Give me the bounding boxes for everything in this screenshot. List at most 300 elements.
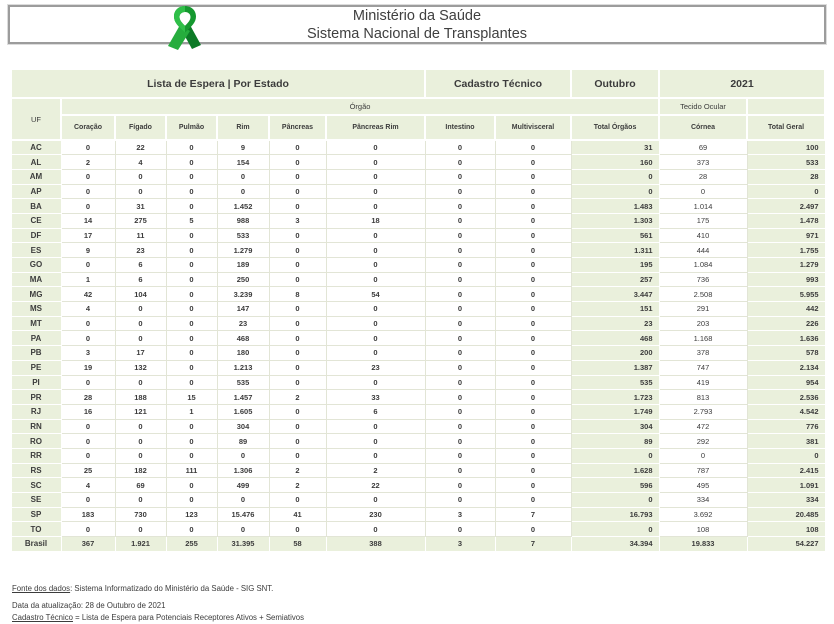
cell-pancreas: 0 [269,375,326,390]
cell-multivisceral: 0 [495,140,571,155]
cell-figado: 31 [115,199,166,214]
cell-multivisceral: 7 [495,507,571,522]
cell-total-orgaos: 257 [571,272,659,287]
cell-total-orgaos: 596 [571,478,659,493]
cell-figado: 11 [115,228,166,243]
uf-cell: TO [11,522,61,537]
cell-cornea: 69 [659,140,747,155]
cell-total-orgaos: 195 [571,258,659,273]
cell-total-geral: 0 [747,448,825,463]
cell-pancreas: 2 [269,478,326,493]
cell-total-orgaos: 200 [571,346,659,361]
cell-intestino: 0 [425,199,495,214]
cell-pancreas-rim: 0 [326,434,425,449]
cell-cornea: 813 [659,390,747,405]
cell-intestino: 0 [425,404,495,419]
uf-cell: MG [11,287,61,302]
cell-intestino: 0 [425,287,495,302]
cell-pancreas: 0 [269,302,326,317]
cell-cornea: 747 [659,360,747,375]
cell-pulmao: 0 [166,419,217,434]
cell-pulmao: 0 [166,140,217,155]
cell-cornea: 378 [659,346,747,361]
cell-cornea: 108 [659,522,747,537]
cell-intestino: 0 [425,331,495,346]
cell-total-geral: 578 [747,346,825,361]
uf-cell: MT [11,316,61,331]
cell-pulmao: 0 [166,346,217,361]
cell-total-geral: 1.091 [747,478,825,493]
cell-pulmao: 5 [166,213,217,228]
cell-figado: 0 [115,434,166,449]
cell-multivisceral: 0 [495,228,571,243]
footnote-fonte [12,584,612,594]
cell-rim: 468 [217,331,269,346]
cell-coracao: 19 [61,360,115,375]
footnote-cadastro-text: = Lista de Espera para Potenciais Receptores Ativos + Semiativos [72,613,304,622]
footnote-fonte-text: : Sistema Informatizado do Ministério da Saúde - SIG SNT. [70,584,274,593]
cell-pancreas-rim: 0 [326,199,425,214]
cell-rim: 89 [217,434,269,449]
table-row [11,390,825,405]
cell-pancreas-rim: 388 [326,537,425,552]
cell-rim: 0 [217,184,269,199]
transplant-ribbon-icon [157,5,213,51]
cell-intestino: 0 [425,184,495,199]
cell-rim: 0 [217,493,269,508]
uf-cell: RJ [11,404,61,419]
cell-pancreas: 0 [269,448,326,463]
col-header-total-orgaos: Total Órgãos [571,115,659,140]
cell-pancreas-rim: 0 [326,331,425,346]
uf-cell: SP [11,507,61,522]
group-header-lista: Lista de Espera | Por Estado [11,69,425,98]
cell-figado: 0 [115,316,166,331]
cell-multivisceral: 7 [495,537,571,552]
cell-pulmao: 0 [166,155,217,170]
cell-pancreas-rim: 0 [326,316,425,331]
cell-rim: 9 [217,140,269,155]
footnote-cadastro-label: Cadastro Técnico [12,613,73,622]
table-row [11,213,825,228]
cell-intestino: 0 [425,434,495,449]
cell-pancreas: 0 [269,199,326,214]
cell-figado: 275 [115,213,166,228]
uf-cell: PB [11,346,61,361]
cell-pancreas-rim: 0 [326,243,425,258]
cell-pancreas-rim: 2 [326,463,425,478]
cell-coracao: 28 [61,390,115,405]
col-header-cornea: Córnea [659,115,747,140]
uf-cell: CE [11,213,61,228]
cell-pancreas: 2 [269,390,326,405]
cell-pancreas-rim: 0 [326,155,425,170]
cell-rim: 189 [217,258,269,273]
cell-pulmao: 111 [166,463,217,478]
cell-multivisceral: 0 [495,478,571,493]
cell-coracao: 14 [61,213,115,228]
group-header-row [11,69,825,98]
table-row [11,478,825,493]
cell-pancreas-rim: 33 [326,390,425,405]
table-row [11,360,825,375]
cell-total-orgaos: 151 [571,302,659,317]
cell-coracao: 0 [61,434,115,449]
cell-pancreas: 41 [269,507,326,522]
table-row [11,419,825,434]
group-header-year: 2021 [659,69,825,98]
cell-pancreas: 0 [269,419,326,434]
cell-multivisceral: 0 [495,360,571,375]
cell-pulmao: 0 [166,199,217,214]
cell-pulmao: 123 [166,507,217,522]
cell-coracao: 183 [61,507,115,522]
cell-figado: 188 [115,390,166,405]
cell-pulmao: 1 [166,404,217,419]
uf-cell: PI [11,375,61,390]
cell-cornea: 19.833 [659,537,747,552]
cell-total-orgaos: 16.793 [571,507,659,522]
uf-cell: RO [11,434,61,449]
cell-coracao: 0 [61,375,115,390]
cell-pulmao: 0 [166,258,217,273]
cell-rim: 304 [217,419,269,434]
cell-figado: 0 [115,169,166,184]
cell-figado: 0 [115,375,166,390]
cell-multivisceral: 0 [495,493,571,508]
cell-rim: 23 [217,316,269,331]
cell-pancreas-rim: 0 [326,522,425,537]
cell-figado: 23 [115,243,166,258]
cell-multivisceral: 0 [495,434,571,449]
cell-rim: 1.279 [217,243,269,258]
cell-intestino: 0 [425,493,495,508]
cell-pancreas-rim: 0 [326,228,425,243]
cell-pulmao: 0 [166,302,217,317]
cell-intestino: 0 [425,390,495,405]
cell-pancreas-rim: 0 [326,302,425,317]
cell-figado: 121 [115,404,166,419]
cell-pulmao: 0 [166,272,217,287]
table-row [11,302,825,317]
cell-pulmao: 0 [166,522,217,537]
cell-pulmao: 0 [166,184,217,199]
cell-pancreas: 0 [269,493,326,508]
cell-multivisceral: 0 [495,448,571,463]
cell-multivisceral: 0 [495,287,571,302]
uf-cell: RS [11,463,61,478]
uf-cell: RN [11,419,61,434]
cell-multivisceral: 0 [495,213,571,228]
uf-column-header: UF [11,98,61,140]
cell-coracao: 42 [61,287,115,302]
table-row [11,493,825,508]
cell-pancreas: 0 [269,169,326,184]
cell-intestino: 3 [425,507,495,522]
cell-intestino: 0 [425,302,495,317]
subgroup-header-row [11,98,825,115]
col-header-figado: Fígado [115,115,166,140]
table-row [11,434,825,449]
table-row [11,228,825,243]
cell-multivisceral: 0 [495,169,571,184]
cell-pulmao: 0 [166,375,217,390]
cell-pulmao: 0 [166,493,217,508]
cell-figado: 0 [115,331,166,346]
cell-pancreas-rim: 0 [326,272,425,287]
cell-intestino: 0 [425,169,495,184]
col-header-pancreas: Pâncreas [269,115,326,140]
cell-intestino: 0 [425,258,495,273]
cell-pancreas-rim: 0 [326,169,425,184]
cell-coracao: 0 [61,448,115,463]
uf-cell: MS [11,302,61,317]
cell-pancreas-rim: 0 [326,140,425,155]
uf-cell: ES [11,243,61,258]
cell-coracao: 0 [61,493,115,508]
cell-multivisceral: 0 [495,272,571,287]
cell-total-geral: 0 [747,184,825,199]
cell-figado: 17 [115,346,166,361]
cell-pancreas-rim: 0 [326,493,425,508]
header-banner [8,5,826,44]
uf-cell: AM [11,169,61,184]
cell-total-orgaos: 1.303 [571,213,659,228]
cell-pancreas-rim: 54 [326,287,425,302]
cell-cornea: 203 [659,316,747,331]
cell-coracao: 16 [61,404,115,419]
cell-total-geral: 1.755 [747,243,825,258]
cell-pancreas: 8 [269,287,326,302]
cell-multivisceral: 0 [495,522,571,537]
cell-total-geral: 20.485 [747,507,825,522]
uf-cell: MA [11,272,61,287]
cell-pancreas: 0 [269,272,326,287]
cell-intestino: 0 [425,140,495,155]
cell-total-orgaos: 304 [571,419,659,434]
uf-cell: RR [11,448,61,463]
cell-rim: 31.395 [217,537,269,552]
cell-pancreas-rim: 18 [326,213,425,228]
uf-cell: PE [11,360,61,375]
tecido-ocular-group-header: Tecido Ocular [659,98,747,115]
table-row [11,346,825,361]
cell-rim: 499 [217,478,269,493]
cell-total-orgaos: 23 [571,316,659,331]
cell-figado: 4 [115,155,166,170]
table-row [11,287,825,302]
cell-multivisceral: 0 [495,302,571,317]
cell-pancreas-rim: 0 [326,375,425,390]
cell-pulmao: 0 [166,360,217,375]
cell-figado: 182 [115,463,166,478]
cell-coracao: 1 [61,272,115,287]
cell-multivisceral: 0 [495,199,571,214]
cell-multivisceral: 0 [495,375,571,390]
uf-cell: BA [11,199,61,214]
cell-pulmao: 0 [166,243,217,258]
cell-pancreas-rim: 23 [326,360,425,375]
cell-coracao: 0 [61,316,115,331]
cell-cornea: 334 [659,493,747,508]
group-header-month: Outubro [571,69,659,98]
uf-cell: Brasil [11,537,61,552]
table-row [11,463,825,478]
cell-figado: 132 [115,360,166,375]
cell-total-orgaos: 1.749 [571,404,659,419]
table-row [11,140,825,155]
col-header-intestino: Intestino [425,115,495,140]
cell-rim: 147 [217,302,269,317]
cell-rim: 1.457 [217,390,269,405]
table-row [11,448,825,463]
uf-cell: GO [11,258,61,273]
cell-total-geral: 971 [747,228,825,243]
cell-intestino: 0 [425,346,495,361]
cell-rim: 1.213 [217,360,269,375]
uf-cell: PA [11,331,61,346]
cell-rim: 3.239 [217,287,269,302]
cell-coracao: 4 [61,302,115,317]
cell-pancreas-rim: 0 [326,258,425,273]
cell-pancreas: 0 [269,331,326,346]
cell-multivisceral: 0 [495,316,571,331]
cell-multivisceral: 0 [495,258,571,273]
table-row [11,507,825,522]
cell-pancreas: 0 [269,258,326,273]
cell-pancreas: 0 [269,522,326,537]
cell-figado: 0 [115,419,166,434]
cell-total-geral: 954 [747,375,825,390]
empty-group-header [747,98,825,115]
column-header-row [11,115,825,140]
group-header-cadastro-tecnico: Cadastro Técnico [425,69,571,98]
cell-intestino: 0 [425,463,495,478]
cell-pancreas-rim: 0 [326,184,425,199]
cell-cornea: 2.793 [659,404,747,419]
cell-total-orgaos: 468 [571,331,659,346]
cell-rim: 533 [217,228,269,243]
cell-cornea: 175 [659,213,747,228]
cell-coracao: 9 [61,243,115,258]
cell-total-orgaos: 1.483 [571,199,659,214]
cell-intestino: 0 [425,448,495,463]
cell-cornea: 1.014 [659,199,747,214]
cell-coracao: 4 [61,478,115,493]
cell-cornea: 291 [659,302,747,317]
cell-figado: 104 [115,287,166,302]
uf-cell: SE [11,493,61,508]
cell-cornea: 736 [659,272,747,287]
cell-multivisceral: 0 [495,155,571,170]
cell-multivisceral: 0 [495,463,571,478]
cell-pancreas: 0 [269,228,326,243]
cell-multivisceral: 0 [495,390,571,405]
cell-rim: 15.476 [217,507,269,522]
cell-coracao: 0 [61,522,115,537]
cell-multivisceral: 0 [495,243,571,258]
cell-multivisceral: 0 [495,404,571,419]
cell-figado: 0 [115,493,166,508]
col-header-rim: Rim [217,115,269,140]
cell-pancreas: 0 [269,346,326,361]
cell-total-geral: 2.497 [747,199,825,214]
cell-pancreas-rim: 0 [326,419,425,434]
cell-pancreas-rim: 230 [326,507,425,522]
cell-rim: 0 [217,169,269,184]
cell-cornea: 1.084 [659,258,747,273]
cell-total-geral: 1.279 [747,258,825,273]
cell-total-geral: 2.415 [747,463,825,478]
cell-multivisceral: 0 [495,419,571,434]
cell-multivisceral: 0 [495,346,571,361]
cell-cornea: 472 [659,419,747,434]
cell-pulmao: 0 [166,434,217,449]
cell-figado: 69 [115,478,166,493]
cell-total-geral: 334 [747,493,825,508]
table-body [11,140,825,551]
cell-cornea: 495 [659,478,747,493]
cell-pulmao: 0 [166,331,217,346]
cell-rim: 1.605 [217,404,269,419]
cell-rim: 988 [217,213,269,228]
cell-total-orgaos: 0 [571,493,659,508]
table-row [11,155,825,170]
col-header-multivisceral: Multivisceral [495,115,571,140]
cell-total-geral: 993 [747,272,825,287]
cell-rim: 180 [217,346,269,361]
uf-cell: SC [11,478,61,493]
cell-total-geral: 4.542 [747,404,825,419]
cell-pancreas: 2 [269,463,326,478]
cell-total-geral: 2.134 [747,360,825,375]
table-row [11,199,825,214]
cell-cornea: 410 [659,228,747,243]
cell-intestino: 0 [425,522,495,537]
uf-cell: AC [11,140,61,155]
cell-pulmao: 0 [166,448,217,463]
cell-pancreas: 0 [269,140,326,155]
cell-total-orgaos: 1.628 [571,463,659,478]
cell-total-orgaos: 0 [571,522,659,537]
cell-intestino: 0 [425,375,495,390]
cell-cornea: 1.168 [659,331,747,346]
table-row [11,522,825,537]
col-header-pulmao: Pulmão [166,115,217,140]
cell-total-geral: 108 [747,522,825,537]
cell-rim: 0 [217,522,269,537]
cell-coracao: 0 [61,199,115,214]
cell-total-geral: 28 [747,169,825,184]
cell-rim: 250 [217,272,269,287]
cell-rim: 535 [217,375,269,390]
cell-total-orgaos: 535 [571,375,659,390]
cell-intestino: 0 [425,243,495,258]
cell-cornea: 787 [659,463,747,478]
cell-pancreas: 0 [269,184,326,199]
table-row [11,169,825,184]
cell-total-orgaos: 1.311 [571,243,659,258]
cell-cornea: 373 [659,155,747,170]
footnote-data-atualizacao [12,601,612,611]
ministry-title: Ministério da Saúde [352,7,482,24]
cell-intestino: 0 [425,213,495,228]
table-row [11,258,825,273]
cell-pulmao: 0 [166,169,217,184]
uf-cell: PR [11,390,61,405]
footnote-data-text: : 28 de Outubro de 2021 [80,601,166,610]
cell-rim: 154 [217,155,269,170]
